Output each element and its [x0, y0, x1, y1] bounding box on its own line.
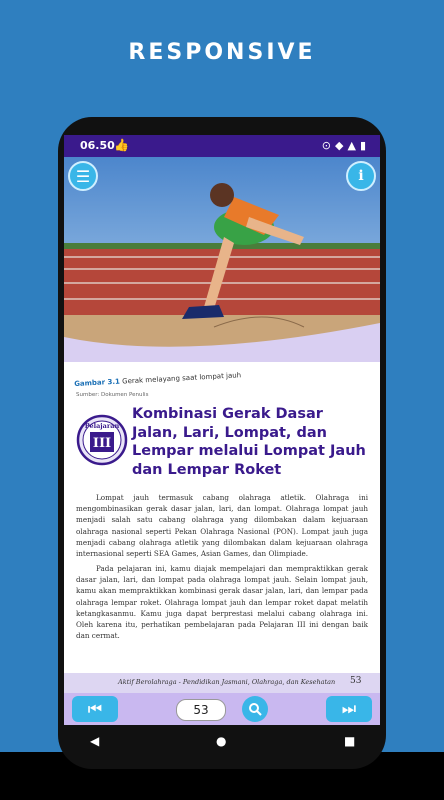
- footer-page-number: 53: [350, 676, 362, 686]
- status-bar: [64, 135, 380, 157]
- long-jump-photo: [64, 157, 380, 362]
- lesson-numeral: III: [92, 436, 112, 451]
- search-icon: [248, 702, 262, 716]
- paragraph-2: Pada pelajaran ini, kamu diajak mempelajari dan mempraktikkan gerak dasar jalan, lari, dan lompat pada olahraga lompat jauh. Selain lompat jauh, kamu akan mempraktikkan kombinasi gerak dasar jalan, lari, dan lempar pada olahraga lempar roket. Olahraga lompat jauh dan lempar roket dapat melatih ketangkasanmu. Kamu juga dapat berprestasi melalui cabang olahraga ini. Oleh karena itu, perhatikan pembelajaran pada Pelajaran III ini dengan baik dan cermat.: [76, 564, 368, 641]
- next-page-button[interactable]: [326, 696, 372, 722]
- lesson-label: Pelajaran: [84, 422, 120, 430]
- figure-number: Gambar 3.1: [74, 377, 121, 388]
- back-icon[interactable]: ◀: [90, 734, 100, 748]
- previous-page-button[interactable]: [72, 696, 118, 722]
- paragraph-1: Lompat jauh termasuk cabang olahraga atletik. Olahraga ini mengombinasikan gerak dasar jalan, lari, dan lompat. Olahraga lompat jauh menjadi salah satu cabang olahraga yang dilombakan dalam kejuaraan olahraga nasional seperti Pekan Olahraga Nasional (PON). Lompat jauh juga menjadi cabang olahraga atletik yang dilombakan dalam kejuaraan olahraga internasional seperti SEA Games, Asian Games, dan Olimpiade.: [76, 493, 368, 559]
- lesson-badge: [76, 414, 128, 466]
- lesson-photo: [64, 157, 380, 362]
- signal-icon: ▲: [347, 139, 360, 152]
- home-icon[interactable]: ●: [216, 734, 227, 748]
- menu-button[interactable]: [68, 161, 98, 191]
- search-button[interactable]: [242, 696, 268, 722]
- figure-caption-text: Gerak melayang saat lompat jauh: [121, 371, 242, 386]
- thumbs-up-icon: 👍: [114, 138, 129, 152]
- location-icon: ⊙: [321, 139, 335, 152]
- info-button[interactable]: [346, 161, 376, 191]
- lesson-title: Kombinasi Gerak Dasar Jalan, Lari, Lompat, dan Lempar melalui Lompat Jauh dan Lempar Roket: [132, 406, 366, 478]
- wifi-icon: ◆: [335, 139, 348, 152]
- lesson-emblem-icon: [76, 414, 128, 466]
- recents-icon[interactable]: ■: [344, 734, 356, 748]
- app-screen: [64, 135, 380, 725]
- previous-icon: ⏮: [87, 699, 103, 718]
- banner-title: RESPONSIVE: [128, 40, 316, 65]
- figure-caption: [74, 371, 241, 388]
- figure-source: Sumber: Dokumen Penulis: [76, 392, 149, 398]
- system-navigation: [64, 728, 380, 758]
- status-time: 06.50: [80, 139, 115, 152]
- menu-icon: ☰: [75, 166, 91, 186]
- next-icon: ⏭: [341, 699, 357, 718]
- battery-icon: ▮: [359, 139, 370, 152]
- info-icon: i: [358, 168, 364, 184]
- footer-text: Aktif Berolahraga - Pendidikan Jasmani, Olahraga, dan Kesehatan: [118, 678, 336, 686]
- page-number-field[interactable]: 53: [176, 699, 226, 721]
